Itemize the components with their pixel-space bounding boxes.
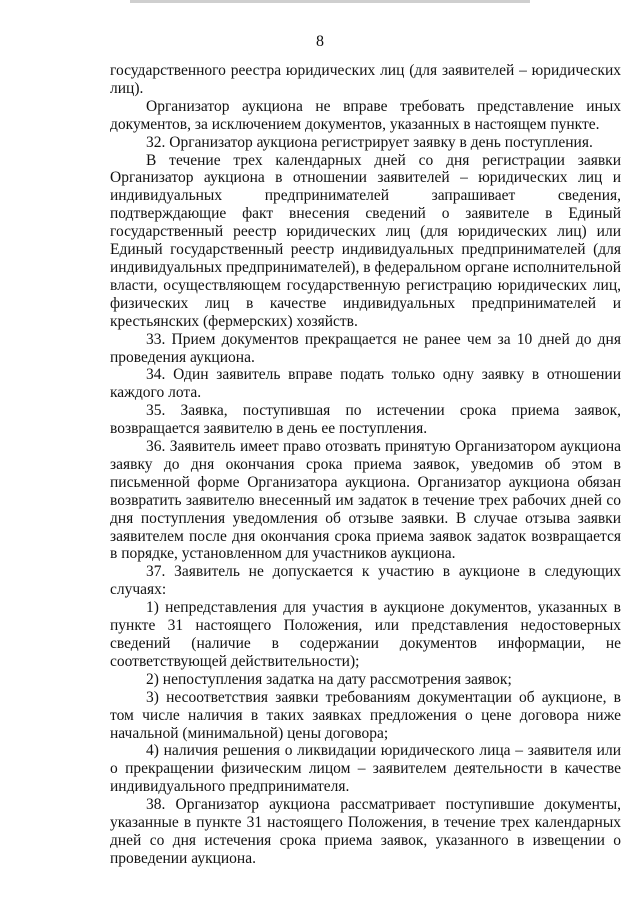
paragraph-clause-32: 32. Организатор аукциона регистрирует заявку в день поступления. (146, 133, 593, 151)
paragraph-clause-35: 35. Заявка, поступившая по истечении срока приема заявок, возвращается заявителю в день ее поступления. (110, 402, 621, 438)
paragraph-clause-34: 34. Один заявитель вправе подать только одну заявку в отношении каждого лота. (110, 366, 621, 402)
list-item-37-2: 2) непоступления задатка на дату рассмотрения заявок; (146, 670, 512, 688)
list-item-37-3: 3) несоответствия заявки требованиям документации об аукционе, в том числе наличия в таких заявках предложения о цене договора ниже начальной (минимальной) цены договора; (110, 688, 621, 742)
paragraph-registry-request: В течение трех календарных дней со дня регистрации заявки Организатор аукциона в отношении заявителей – юридических лиц и индивидуальных предпринимателей запрашивает сведения, подтверждающие факт внесения сведений о заявителе в Единый государственный реестр юридических лиц (для юридических лиц) или Единый государственный реестр индивидуальных предпринимателей (для индивидуальных предпринимателей), в федеральном органе исполнительной власти, осуществляющем государственную регистрацию юридических лиц, физических лиц в качестве индивидуальных предпринимателей и крестьянских (фермерских) хозяйств. (110, 151, 621, 330)
paragraph-documents-restriction: Организатор аукциона не вправе требовать представление иных документов, за исключением документов, указанных в настоящем пункте. (110, 97, 621, 133)
paragraph-clause-33: 33. Прием документов прекращается не ранее чем за 10 дней до дня проведения аукциона. (110, 330, 621, 366)
scan-edge-strip (130, 0, 530, 3)
paragraph-clause-36: 36. Заявитель имеет право отозвать принятую Организатором аукциона заявку до дня окончания срока приема заявок, уведомив об этом в письменной форме Организатора аукциона. Организатор аукциона обязан возвратить заявителю внесенный им задаток в течение трех рабочих дней со дня поступления уведомления об отзыве заявки. В случае отзыва заявки заявителем после дня окончания срока приема заявок задаток возвращается в порядке, установленном для участников аукциона. (110, 438, 621, 563)
list-item-37-4: 4) наличия решения о ликвидации юридического лица – заявителя или о прекращении физическим лицом – заявителем деятельности в качестве индивидуального предпринимателя. (110, 742, 621, 796)
paragraph-clause-37: 37. Заявитель не допускается к участию в аукционе в следующих случаях: (110, 563, 621, 599)
list-item-37-1: 1) непредставления для участия в аукционе документов, указанных в пункте 31 настоящего Положения, или представления недостоверных сведений (наличие в содержании документов информации, не соответствующей действительности); (110, 599, 621, 670)
paragraph-continuation: государственного реестра юридических лиц (для заявителей – юридических лиц). (110, 62, 621, 97)
document-body (110, 62, 621, 868)
paragraph-clause-38: 38. Организатор аукциона рассматривает поступившие документы, указанные в пункте 31 настоящего Положения, в течение трех календарных дней со дня истечения срока приема заявок, указанного в извещении о проведении аукциона. (110, 796, 621, 867)
page-number: 8 (316, 33, 324, 50)
